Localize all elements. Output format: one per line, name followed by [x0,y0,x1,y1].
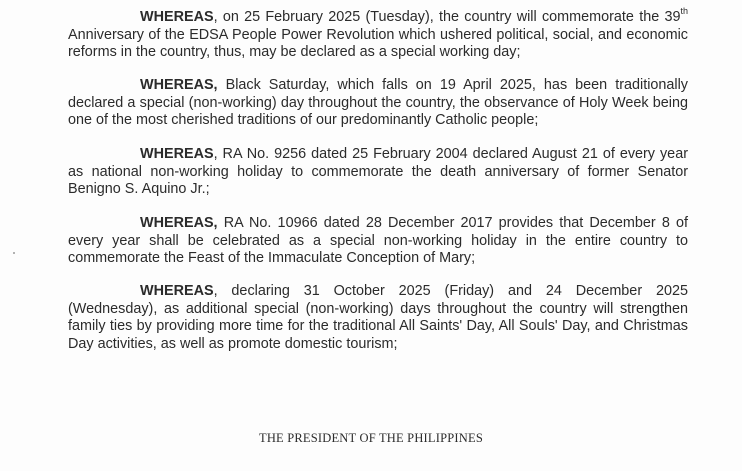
president-heading: THE PRESIDENT OF THE PHILIPPINES [258,431,483,445]
ordinal-superscript: th [680,6,688,17]
paragraph-text: RA No. 10966 dated 28 December 2017 provides that December 8 of every year shall be celebrated as a special non-working holiday in the entire country to commemorate the Feast of the Immaculate Conception of Mary; [68,215,688,267]
whereas-paragraph-edsa [68,6,688,62]
whereas-keyword: WHEREAS [140,146,214,162]
paragraph-text: Black Saturday, which falls on 19 April 2025, has been traditionally declared a special (non-working) day throughout the country, the observance of Holy Week being one of the most cherished traditions of our predominantly Catholic people; [68,77,688,129]
whereas-keyword: WHEREAS [140,283,214,299]
paragraph-text: , on 25 February 2025 (Tuesday), the country will commemorate the 39 [213,9,681,25]
whereas-paragraph-additional-days [68,283,688,353]
paragraph-text: , declaring 31 October 2025 (Friday) and 24 December 2025 (Wednesday), as additional special (non-working) days throughout the country will strengthen family ties by providing more time for the traditional All Saints' Day, All Souls' Day, and Christmas Day activities, as well as promote domestic tourism; [68,283,688,352]
whereas-keyword: WHEREAS, [140,215,218,231]
scan-speck [13,252,15,254]
paragraph-text: , RA No. 9256 dated 25 February 2004 declared August 21 of every year as national non-working holiday to commemorate the death anniversary of former Senator Benigno S. Aquino Jr.; [68,146,688,198]
paragraph-text-continued: Anniversary of the EDSA People Power Revolution which ushered political, social, and economic reforms in the country, thus, may be declared as a special working day; [68,26,688,61]
whereas-keyword: WHEREAS [140,9,214,25]
whereas-paragraph-black-saturday [68,77,688,130]
whereas-paragraph-ra-10966 [68,215,688,268]
whereas-paragraph-ra-9256 [68,146,688,199]
whereas-keyword: WHEREAS, [140,77,218,93]
